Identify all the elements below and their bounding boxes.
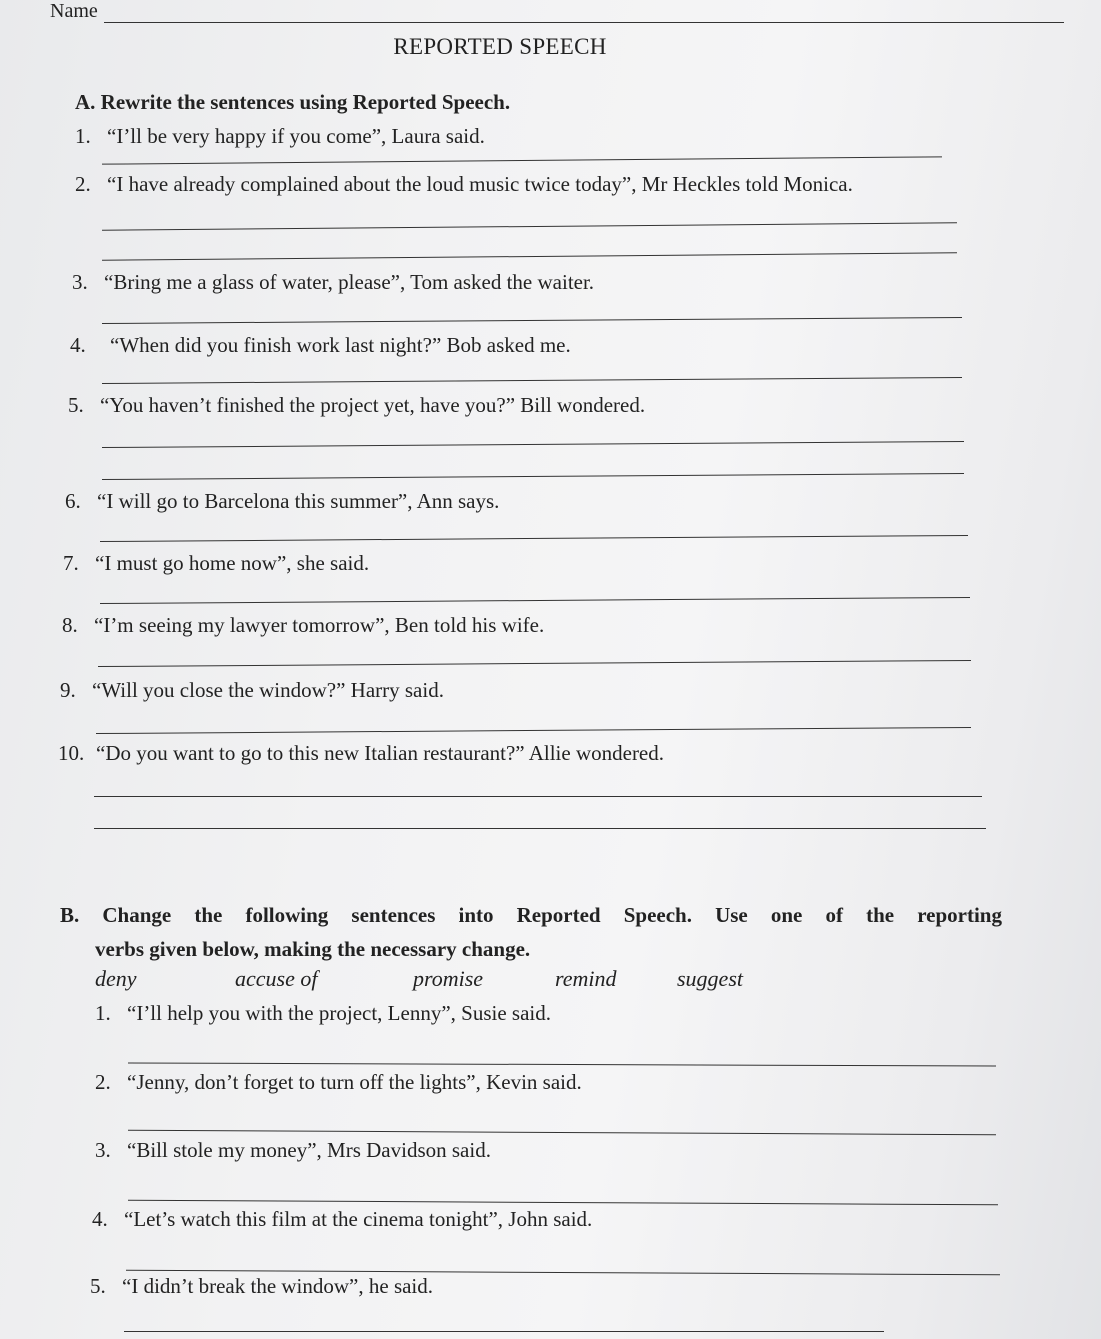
a-item-10: 10. “Do you want to go to this new Italian restaurant?” Allie wondered. [58,741,665,765]
a-answer-line-8[interactable] [98,660,971,667]
verb-deny: deny [95,966,137,991]
page-title: REPORTED SPEECH [393,34,607,59]
a-item-6: 6. “I will go to Barcelona this summer”, Ann says. [65,489,500,513]
a-answer-line-3[interactable] [102,317,962,324]
a-answer-line-2a[interactable] [102,222,957,230]
section-b-heading-word: sentences [351,903,436,927]
section-b-heading-word: B. [60,903,80,927]
verb-suggest: suggest [677,966,743,991]
a-answer-line-9[interactable] [96,727,971,734]
section-b-heading-word: the [866,903,895,927]
section-b-heading-word: Speech. [623,903,692,927]
section-b-heading-word: the [194,903,223,927]
a-answer-line-10a[interactable] [94,796,982,797]
section-b-heading-word: one [770,903,803,927]
b-item-2: 2. “Jenny, don’t forget to turn off the lights”, Kevin said. [95,1070,582,1094]
section-b-heading-word: Change [102,903,172,927]
a-answer-line-10b[interactable] [94,828,986,829]
b-answer-line-1[interactable] [128,1062,996,1066]
a-answer-line-6[interactable] [100,535,968,542]
section-b-heading-line-1 [60,898,1002,932]
section-b-heading-word: of [825,903,843,927]
a-item-5: 5. “You haven’t finished the project yet, have you?” Bill wondered. [68,393,646,417]
a-item-9: 9. “Will you close the window?” Harry said. [60,678,444,702]
a-item-2: 2. “I have already complained about the loud music twice today”, Mr Heckles told Monica. [75,172,853,196]
b-answer-line-3[interactable] [128,1200,998,1206]
name-label: Name [50,0,98,22]
a-item-8: 8. “I’m seeing my lawyer tomorrow”, Ben told his wife. [62,613,545,637]
b-item-3: 3. “Bill stole my money”, Mrs Davidson said. [95,1138,491,1162]
verb-promise: promise [413,966,484,991]
section-a-heading: A. Rewrite the sentences using Reported Speech. [75,90,511,114]
b-item-1: 1. “I’ll help you with the project, Lenny”, Susie said. [95,1001,551,1025]
a-answer-line-1[interactable] [102,156,942,164]
section-b-heading-word: Use [715,903,748,927]
section-b-heading-word: Reported [516,903,601,927]
name-answer-line[interactable] [104,4,1064,23]
a-answer-line-5b[interactable] [102,473,964,480]
a-item-7: 7. “I must go home now”, she said. [63,551,370,575]
section-b-heading [60,898,1002,966]
a-item-4: 4. “When did you finish work last night?” Bob asked me. [70,333,571,357]
a-answer-line-4[interactable] [102,377,962,384]
section-b-heading-word: into [458,903,494,927]
a-answer-line-5a[interactable] [102,441,964,448]
a-answer-line-2b[interactable] [102,252,957,260]
a-answer-line-7[interactable] [100,597,970,604]
verb-remind: remind [555,966,617,991]
section-b-heading-word: reporting [917,903,1002,927]
verb-accuse-of: accuse of [235,966,318,991]
b-item-5: 5. “I didn’t break the window”, he said. [90,1274,434,1298]
b-answer-line-5[interactable] [124,1331,884,1332]
b-answer-line-2[interactable] [128,1130,996,1136]
section-b-heading-line-2: verbs given below, making the necessary change. [95,937,531,961]
a-item-1: 1. “I’ll be very happy if you come”, Laura said. [75,124,485,148]
a-item-3: 3. “Bring me a glass of water, please”, Tom asked the waiter. [72,270,595,294]
name-field [50,0,1064,23]
b-item-4: 4. “Let’s watch this film at the cinema tonight”, John said. [92,1207,593,1231]
section-b-heading-word: following [245,903,329,927]
